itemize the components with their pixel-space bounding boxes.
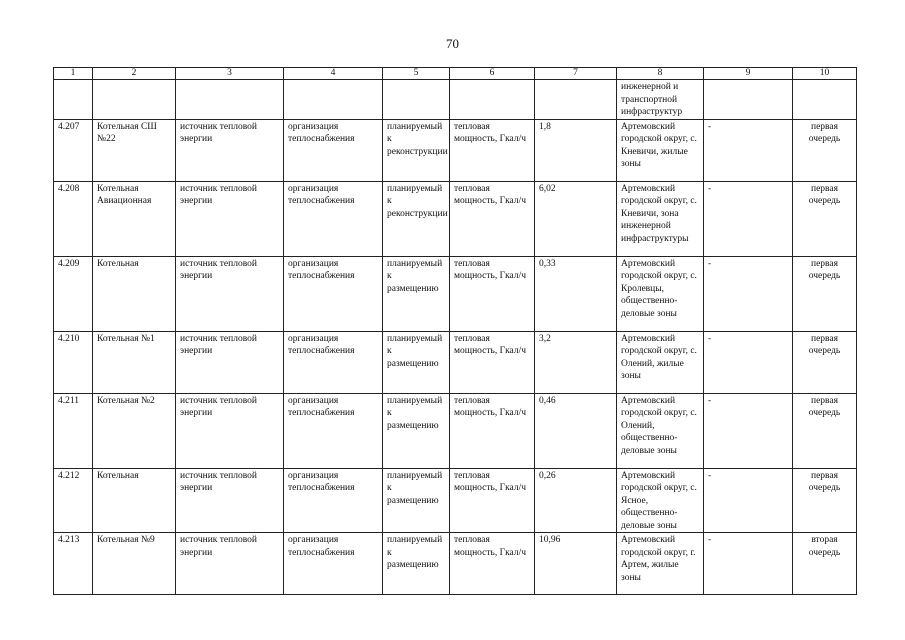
table-cell <box>54 80 93 120</box>
object-type: источник тепловой энергии <box>176 393 284 468</box>
object-type: источник тепловой энергии <box>176 181 284 256</box>
object-status: планируемый к размещению <box>383 468 450 533</box>
column-header: 2 <box>93 68 176 80</box>
page-number: 70 <box>446 36 459 51</box>
column-header: 10 <box>793 68 857 80</box>
stage: первая очередь <box>793 331 857 393</box>
zone-info: - <box>704 468 793 533</box>
location: Артемовский городской округ, с. Кневичи, жилые зоны <box>617 119 704 181</box>
object-status: планируемый к размещению <box>383 256 450 331</box>
object-status: планируемый к реконструкции <box>383 119 450 181</box>
characteristic-value: 0,26 <box>535 468 617 533</box>
characteristic: тепловая мощность, Гкал/ч <box>450 468 535 533</box>
object-purpose: организация теплоснабжения <box>284 181 383 256</box>
table-cell <box>793 80 857 120</box>
zone-info: - <box>704 256 793 331</box>
zone-info: - <box>704 181 793 256</box>
stage: первая очередь <box>793 256 857 331</box>
location: Артемовский городской округ, с. Ясное, общественно-деловые зоны <box>617 468 704 533</box>
table-row <box>54 256 857 331</box>
continuation-row <box>54 80 857 120</box>
characteristic-value: 0,33 <box>535 256 617 331</box>
table-cell <box>284 80 383 120</box>
object-name: Котельная №9 <box>93 533 176 595</box>
characteristic: тепловая мощность, Гкал/ч <box>450 331 535 393</box>
object-status: планируемый к размещению <box>383 331 450 393</box>
stage: вторая очередь <box>793 533 857 595</box>
characteristic: тепловая мощность, Гкал/ч <box>450 181 535 256</box>
row-number: 4.211 <box>54 393 93 468</box>
location: Артемовский городской округ, с. Олений, жилые зоны <box>617 331 704 393</box>
object-type: источник тепловой энергии <box>176 119 284 181</box>
column-header: 7 <box>535 68 617 80</box>
row-number: 4.210 <box>54 331 93 393</box>
row-number: 4.209 <box>54 256 93 331</box>
characteristic: тепловая мощность, Гкал/ч <box>450 393 535 468</box>
object-name: Котельная <box>93 468 176 533</box>
characteristic-value: 6,02 <box>535 181 617 256</box>
characteristic-value: 0,46 <box>535 393 617 468</box>
table-cell <box>383 80 450 120</box>
object-name: Котельная Авиационная <box>93 181 176 256</box>
object-status: планируемый к реконструкции <box>383 181 450 256</box>
register-table <box>53 67 857 595</box>
object-type: источник тепловой энергии <box>176 533 284 595</box>
object-name: Котельная №2 <box>93 393 176 468</box>
table-row <box>54 119 857 181</box>
object-name: Котельная СШ №22 <box>93 119 176 181</box>
object-type: источник тепловой энергии <box>176 256 284 331</box>
column-header: 5 <box>383 68 450 80</box>
object-status: планируемый к размещению <box>383 533 450 595</box>
row-number: 4.212 <box>54 468 93 533</box>
table-row <box>54 331 857 393</box>
table-cell <box>176 80 284 120</box>
object-purpose: организация теплоснабжения <box>284 533 383 595</box>
table-row <box>54 393 857 468</box>
characteristic-value: 10,96 <box>535 533 617 595</box>
column-header: 6 <box>450 68 535 80</box>
location: Артемовский городской округ, с. Олений, общественно-деловые зоны <box>617 393 704 468</box>
column-header: 9 <box>704 68 793 80</box>
object-name: Котельная <box>93 256 176 331</box>
row-number: 4.208 <box>54 181 93 256</box>
header-row <box>54 68 857 80</box>
object-type: источник тепловой энергии <box>176 468 284 533</box>
location: Артемовский городской округ, г. Артем, жилые зоны <box>617 533 704 595</box>
zone-info: - <box>704 533 793 595</box>
table-row <box>54 181 857 256</box>
row-number: 4.207 <box>54 119 93 181</box>
characteristic-value: 1,8 <box>535 119 617 181</box>
object-type: источник тепловой энергии <box>176 331 284 393</box>
object-purpose: организация теплоснабжения <box>284 119 383 181</box>
table-cell <box>535 80 617 120</box>
characteristic: тепловая мощность, Гкал/ч <box>450 256 535 331</box>
row-number: 4.213 <box>54 533 93 595</box>
object-status: планируемый к размещению <box>383 393 450 468</box>
table-row <box>54 533 857 595</box>
table-row <box>54 468 857 533</box>
object-purpose: организация теплоснабжения <box>284 393 383 468</box>
stage: первая очередь <box>793 393 857 468</box>
characteristic: тепловая мощность, Гкал/ч <box>450 533 535 595</box>
column-header: 4 <box>284 68 383 80</box>
object-name: Котельная №1 <box>93 331 176 393</box>
stage: первая очередь <box>793 468 857 533</box>
object-purpose: организация теплоснабжения <box>284 256 383 331</box>
table-cell <box>704 80 793 120</box>
column-header: 3 <box>176 68 284 80</box>
stage: первая очередь <box>793 119 857 181</box>
location: Артемовский городской округ, с. Кневичи, зона инженерной инфраструктуры <box>617 181 704 256</box>
table-cell <box>450 80 535 120</box>
zone-info: - <box>704 331 793 393</box>
zone-info: - <box>704 393 793 468</box>
column-header: 1 <box>54 68 93 80</box>
location: Артемовский городской округ, с. Кролевцы, общественно-деловые зоны <box>617 256 704 331</box>
characteristic-value: 3,2 <box>535 331 617 393</box>
table-cell: инженерной и транспортной инфраструктур <box>617 80 704 120</box>
zone-info: - <box>704 119 793 181</box>
stage: первая очередь <box>793 181 857 256</box>
object-purpose: организация теплоснабжения <box>284 331 383 393</box>
column-header: 8 <box>617 68 704 80</box>
object-purpose: организация теплоснабжения <box>284 468 383 533</box>
characteristic: тепловая мощность, Гкал/ч <box>450 119 535 181</box>
table-cell <box>93 80 176 120</box>
